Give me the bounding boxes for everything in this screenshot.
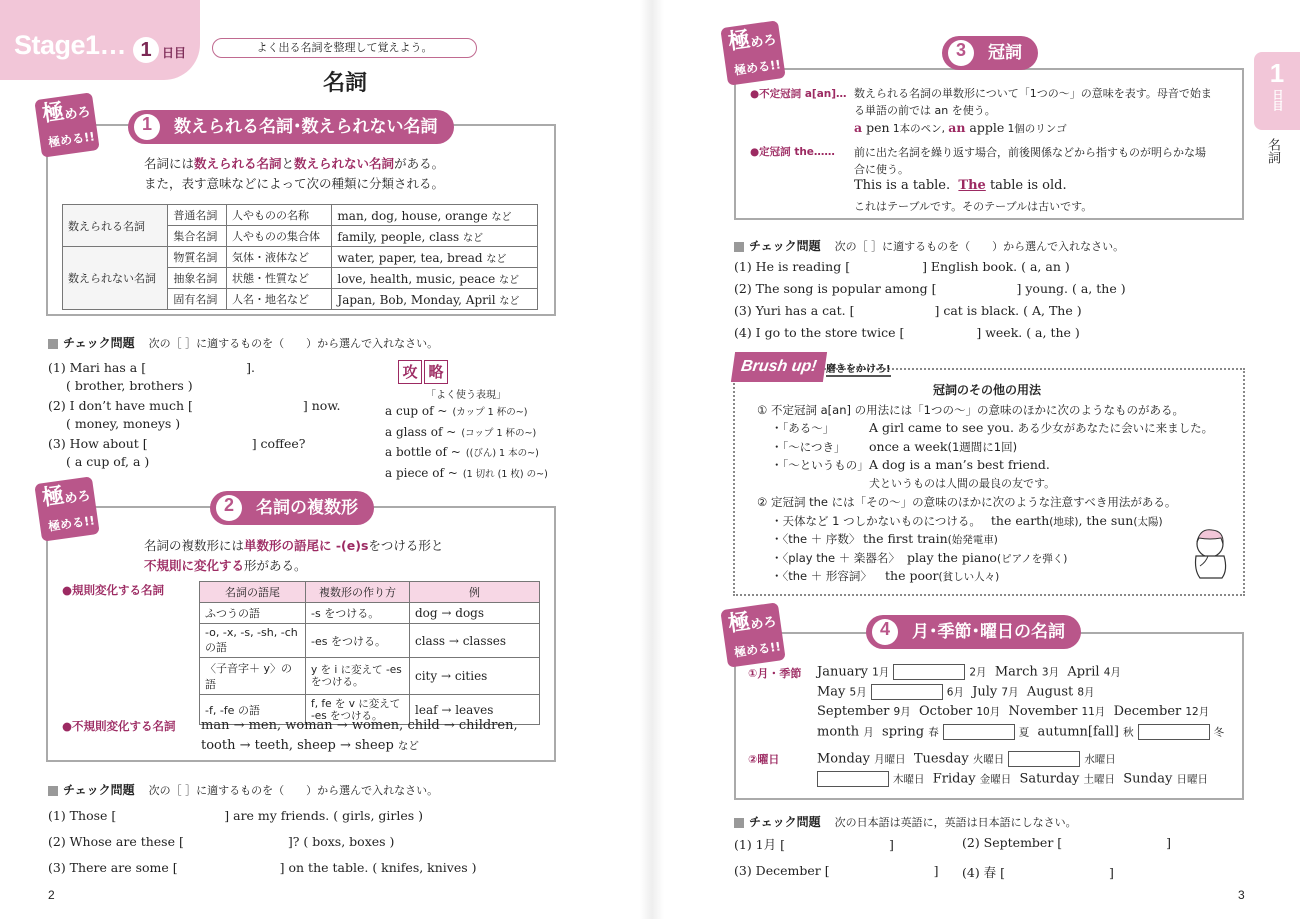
check1-q2	[48, 398, 341, 413]
group-countable: 数えられる名詞	[63, 205, 168, 247]
month-ja: 12月	[1185, 706, 1210, 718]
section4-title	[866, 615, 1081, 649]
usage-label: ・〈the ＋ 序数〉	[771, 532, 861, 546]
question-text: ]	[888, 837, 894, 852]
noun-example	[332, 247, 538, 268]
expression-en: a glass of ~	[385, 424, 457, 439]
table-row	[200, 603, 540, 624]
month-row-3	[817, 704, 1209, 719]
irregular-line: man → men, woman → women, child → children,	[201, 718, 518, 733]
usage-en: once a week	[869, 439, 948, 454]
square-icon	[734, 818, 744, 828]
day-row-1	[817, 751, 1116, 767]
brushup-heading: 冠詞のその他の用法	[933, 383, 1042, 397]
months-label	[748, 665, 801, 681]
ending: -o, -x, -s, -sh, -ch の語	[200, 624, 306, 658]
suffix: など	[463, 232, 483, 244]
day-en: Sunday	[1123, 771, 1173, 787]
answer-box[interactable]	[871, 684, 943, 700]
check4-header	[734, 813, 1077, 830]
question-text: (2) September [	[962, 835, 1063, 850]
noun-type-table	[62, 204, 538, 310]
page-number: 2	[48, 888, 55, 902]
kiwame-text: 極める!!	[47, 129, 96, 150]
day-ja: 火曜日	[972, 753, 1005, 766]
check4-q2	[962, 835, 1171, 850]
check1-q1	[48, 360, 255, 375]
month-row-2	[817, 684, 1095, 700]
usage-ja: (始発電車)	[947, 534, 998, 546]
noun-type: 固有名詞	[168, 289, 227, 310]
question-text: ] coffee?	[251, 436, 306, 451]
noun-meaning: 人やものの名称	[226, 205, 331, 226]
kiwame-badge: 極 めろ 極める!!	[34, 92, 100, 158]
noun-example	[332, 205, 538, 226]
brushup-p2: ② 定冠詞 the には「その～」の意味のほかに次のような注意すべき用法がある。	[757, 495, 1177, 509]
noun-meaning: 気体・液体など	[226, 247, 331, 268]
suffix: など	[499, 295, 520, 307]
usage-ja: ある少女があなたに会いに来ました。	[1013, 421, 1214, 435]
section3-number: 3	[948, 40, 974, 66]
plural-table	[199, 581, 540, 725]
koryaku-char2: 略	[424, 360, 448, 384]
noun-example	[332, 289, 538, 310]
usage-ja: (ピアノを弾く)	[996, 553, 1068, 565]
intro-text: 形がある。	[244, 558, 307, 573]
square-icon	[48, 339, 58, 349]
def-label-text: ●定冠詞 the……	[750, 146, 835, 158]
expression-ja: (コップ 1 杯の~)	[461, 427, 537, 439]
season-en: autumn[fall]	[1037, 724, 1119, 740]
month-ja: 4月	[1103, 666, 1121, 679]
check-instruction: 次の日本語は英語に，英語は日本語にしなさい。	[834, 816, 1077, 829]
month-en: July	[972, 684, 998, 700]
kiwame-text: 極める!!	[47, 513, 96, 534]
expression-en: a bottle of ~	[385, 445, 461, 459]
intro-text: また，表す意味などによって次の種類に分類される。	[144, 176, 445, 191]
indef-label	[750, 86, 847, 101]
suffix: など	[486, 253, 507, 265]
month-en: January	[817, 664, 869, 680]
suffix: など	[499, 274, 520, 286]
list-item	[385, 442, 548, 463]
list-item	[385, 422, 548, 443]
month-en: December	[1113, 704, 1182, 719]
question-text: ]	[1109, 865, 1114, 880]
check-title: チェック問題	[749, 239, 821, 253]
check1-q3-options: ( a cup of, a )	[66, 454, 150, 469]
noun-example	[332, 268, 538, 289]
koryaku-caption: 「よく使う表現」	[426, 390, 506, 401]
question-text: ] week. ( a, the )	[976, 325, 1080, 340]
question-text: (4) I go to the store twice [	[734, 325, 905, 340]
table-row	[63, 205, 538, 226]
def-example-ja: これはテーブルです。そのテーブルは古いです。	[854, 200, 1093, 213]
column-header: 例	[410, 582, 540, 603]
noun-meaning: 状態・性質など	[226, 268, 331, 289]
season-ja: 夏	[1018, 726, 1030, 739]
example-sentence: table is old.	[985, 178, 1067, 193]
kiwame-badge: 極 めろ 極める!!	[720, 602, 786, 668]
column-header: 複数形の作り方	[306, 582, 410, 603]
expression-ja: (カップ 1 杯の~)	[452, 407, 528, 418]
indef-label-text: ●不定冠詞 a[an]…	[750, 88, 847, 100]
brushup-r1	[771, 420, 1213, 436]
section4-title-text: 月･季節･曜日の名詞	[912, 622, 1065, 642]
example-text: family, people, class	[337, 229, 460, 244]
list-item	[385, 401, 548, 422]
check-title: チェック問題	[749, 815, 821, 829]
check2-header	[48, 781, 438, 798]
day-ja: 月曜日	[874, 753, 906, 766]
usage-ja: (太陽)	[1133, 516, 1163, 528]
section2-title	[210, 491, 374, 525]
def-label	[750, 144, 835, 159]
season-en: spring	[882, 724, 925, 740]
noun-type: 集合名詞	[168, 226, 227, 247]
month-ja: 8月	[1077, 686, 1095, 699]
usage-en: the earth	[990, 513, 1050, 528]
side-tab-day: 日目	[1271, 89, 1284, 111]
check4-q3	[734, 863, 938, 878]
brushup-sub: 磨きをかけろ!	[826, 360, 891, 377]
desc-line: る単語の前では an を使う。	[854, 104, 996, 117]
group-uncountable: 数えられない名詞	[63, 247, 168, 310]
irregular-examples	[201, 716, 518, 756]
brushup-s3	[771, 550, 1067, 566]
usage-en: A dog is a man’s best friend.	[869, 457, 1050, 472]
brushup-s1	[771, 513, 1163, 529]
question-text: ].	[246, 360, 255, 375]
check2-q1	[48, 808, 423, 823]
table-row	[63, 247, 538, 268]
brushup-p1: ① 不定冠詞 a[an] の用法には「1つの～」の意味のほかに次のようなものがある。	[757, 403, 1184, 417]
stage-label: Stage1…	[14, 30, 127, 60]
article: a	[854, 120, 863, 135]
day-en: Tuesday	[913, 751, 969, 767]
noun-example	[332, 226, 538, 247]
koryaku-badge	[398, 360, 448, 384]
rule: y を i に変えて -es をつける。	[306, 658, 410, 695]
days-label-text: ②曜日	[748, 753, 780, 766]
check-instruction: 次の［ ］に適するものを（ ）から選んで入れなさい。	[834, 240, 1125, 253]
noun-type: 抽象名詞	[168, 268, 227, 289]
example-ja: 1個のリンゴ	[1004, 123, 1067, 135]
day-ja: 木曜日	[893, 773, 925, 786]
question-text: (3) How about [	[48, 436, 148, 451]
usage-label: ・「～というもの」	[771, 458, 869, 472]
usage-ja: (地球)	[1049, 516, 1079, 528]
indef-desc	[854, 85, 1212, 119]
intro-text: がある。	[394, 156, 445, 171]
month-en: November	[1008, 704, 1078, 719]
question-text: (1) 1月 [	[734, 837, 785, 852]
square-icon	[734, 242, 744, 252]
irregular-line	[201, 736, 518, 756]
month-ja: 6月	[946, 686, 964, 699]
question-text: (2) Whose are these [	[48, 834, 184, 849]
square-icon	[48, 786, 58, 796]
table-row	[200, 624, 540, 658]
intro-emph: 数えられる名詞	[194, 156, 282, 171]
day-label: 日目	[162, 46, 187, 60]
intro-text: と	[281, 156, 295, 171]
month-row-1	[817, 664, 1121, 680]
column-header: 名詞の語尾	[200, 582, 306, 603]
day-en: Monday	[817, 751, 870, 767]
section1-title-text: 数えられる名詞･数えられない名詞	[174, 117, 438, 137]
side-tab-number: 1	[1269, 58, 1285, 88]
example: class → classes	[410, 624, 540, 658]
day-row-2	[813, 771, 1208, 787]
expression-ja: ((びん) 1 本の~)	[465, 448, 539, 459]
check-title: チェック問題	[63, 336, 135, 350]
brushup-s4	[771, 568, 999, 584]
usage-en: A girl came to see you.	[869, 420, 1014, 435]
koryaku-list	[385, 401, 548, 483]
question-text: ]	[933, 863, 939, 878]
check3-q1	[734, 259, 1070, 274]
example: dog → dogs	[410, 603, 540, 624]
ending: 〈子音字＋ y〉の語	[200, 658, 306, 695]
season-ja: 春	[928, 726, 939, 739]
question-text: (1) Those [	[48, 808, 117, 823]
def-desc	[854, 144, 1206, 178]
question-text: (3) Yuri has a cat. [	[734, 303, 855, 318]
article-the: The	[958, 178, 986, 193]
kiwame-text: 極める!!	[733, 57, 782, 78]
def-example	[854, 178, 1067, 193]
check3-q2	[734, 281, 1126, 296]
month-en: October	[919, 704, 973, 719]
ending: ふつうの語	[200, 603, 306, 624]
desc-line: 数えられる名詞の単数形について「1つの～」の意味を表す。母音で始ま	[854, 87, 1212, 100]
usage-en: , the sun	[1078, 513, 1134, 528]
usage-label: ・〈the ＋ 形容詞〉	[771, 569, 872, 583]
expression-ja: (1 切れ (1 枚) の~)	[462, 468, 548, 480]
kiwame-badge: 極 めろ 極める!!	[34, 476, 100, 542]
irregular-text: tooth → teeth, sheep → sheep	[201, 738, 394, 753]
day-ja: 水曜日	[1084, 753, 1116, 766]
month-en: April	[1067, 664, 1100, 680]
usage-label: ・「ある～」	[771, 421, 835, 435]
day-number-badge: 1	[133, 37, 159, 63]
check1-header	[48, 334, 438, 351]
list-item	[385, 463, 548, 484]
answer-box[interactable]	[817, 771, 889, 787]
season-en: month	[817, 724, 860, 740]
question-text: (2) The song is popular among [	[734, 281, 937, 296]
month-ja: 2月	[969, 666, 987, 679]
check-instruction: 次の［ ］に適するものを（ ）から選んで入れなさい。	[148, 784, 439, 797]
example-sentence: This is a table.	[854, 178, 951, 193]
month-ja: 1月	[872, 666, 890, 679]
section2-intro	[144, 536, 443, 576]
example: leaf → leaves	[410, 695, 540, 725]
suffix: など	[491, 211, 512, 223]
question-text: ] now.	[302, 398, 341, 413]
usage-label: ・天体など 1 つしかないものにつける。	[771, 514, 981, 528]
section3-title-text: 冠詞	[988, 43, 1022, 63]
check1-q3	[48, 436, 305, 451]
day-ja: 土曜日	[1083, 773, 1116, 786]
season-ja: 月	[863, 726, 874, 739]
noun-meaning: 人やものの集合体	[226, 226, 331, 247]
check1-q2-options: ( money, moneys )	[66, 416, 181, 431]
regular-label-text: ●規則変化する名詞	[62, 583, 165, 597]
usage-en: play the piano	[907, 550, 997, 565]
irregular-label-text: ●不規則変化する名詞	[62, 719, 176, 733]
example-word: apple	[965, 120, 1005, 135]
usage-ja: (1週間に1回)	[947, 440, 1018, 454]
usage-label: ・「～につき」	[771, 440, 846, 454]
question-text: (3) December [	[734, 863, 830, 878]
irregular-label	[62, 718, 176, 734]
rule: -s をつける。	[306, 603, 410, 624]
section3-title	[942, 36, 1038, 70]
kiwame-badge: 極 めろ 極める!!	[720, 20, 786, 86]
brushup-tag: Brush up!	[731, 352, 827, 382]
noun-type: 物質名詞	[168, 247, 227, 268]
question-text: (1) Mari has a [	[48, 360, 147, 375]
question-text: ] on the table. ( knifes, knives )	[279, 860, 477, 875]
month-en: September	[817, 704, 890, 719]
season-ja: 冬	[1213, 726, 1225, 739]
answer-box[interactable]	[1138, 724, 1210, 740]
intro-text: 名詞の複数形には	[144, 538, 245, 553]
intro-emph: 不規則に変化する	[144, 558, 245, 573]
rule: -es をつける。	[306, 624, 410, 658]
check3-q4	[734, 325, 1080, 340]
noun-type: 普通名詞	[168, 205, 227, 226]
question-text: ]	[1166, 835, 1172, 850]
usage-label: ・〈play the ＋ 楽器名〉	[771, 551, 900, 565]
month-en: August	[1026, 684, 1074, 700]
check4-q4	[962, 863, 1114, 881]
month-ja: 3月	[1041, 666, 1060, 679]
section2-title-text: 名詞の複数形	[256, 498, 358, 518]
brushup-r2	[771, 439, 1017, 455]
month-ja: 5月	[849, 686, 867, 699]
month-en: March	[994, 664, 1038, 680]
koryaku-char1: 攻	[398, 360, 422, 384]
rule: f, fe を v に変えて -es をつける。	[306, 695, 410, 725]
month-ja: 11月	[1081, 706, 1106, 718]
expression-en: a cup of ~	[385, 404, 448, 418]
regular-label	[62, 582, 164, 598]
page-title: 名詞	[322, 71, 367, 96]
check3-q3	[734, 303, 1082, 318]
usage-ja: (貧しい人々)	[938, 571, 1000, 583]
example-text: Japan, Bob, Monday, April	[337, 292, 496, 307]
check3-header	[734, 237, 1124, 254]
intro-emph: 単数形の語尾に -(e)s	[244, 538, 369, 553]
example-word: pen	[862, 120, 890, 135]
month-ja: 10月	[976, 706, 1001, 718]
check4-q1	[734, 835, 894, 853]
intro-text: 名詞には	[144, 156, 195, 171]
page-number: 3	[1238, 888, 1245, 902]
intro-text: をつける形と	[368, 538, 444, 553]
stage-header	[0, 0, 200, 80]
day-ja: 金曜日	[979, 773, 1012, 786]
check-title: チェック問題	[63, 783, 135, 797]
section1-intro	[144, 154, 444, 194]
section1-number: 1	[134, 114, 160, 140]
month-ja: 7月	[1001, 686, 1019, 699]
check1-q1-options: ( brother, brothers )	[66, 378, 193, 393]
question-text: ]? ( boxs, boxes )	[287, 834, 395, 849]
section2-number: 2	[216, 495, 242, 521]
article: an	[948, 120, 966, 135]
question-text: (2) I don’t have much [	[48, 398, 193, 413]
day-ja: 日曜日	[1176, 773, 1208, 786]
usage-en: the first train	[863, 531, 948, 546]
day-en: Saturday	[1019, 771, 1080, 787]
question-text: (4) 春 [	[962, 865, 1006, 880]
question-text: ] English book. ( a, an )	[922, 259, 1070, 274]
suffix: など	[397, 740, 419, 752]
side-tab	[1254, 52, 1300, 130]
question-text: (1) He is reading [	[734, 259, 851, 274]
side-tab-topic: 名詞	[1265, 138, 1280, 164]
month-ja: 9月	[893, 706, 911, 718]
table-header-row	[200, 582, 540, 603]
desc-line: 前に出た名詞を繰り返す場合，前後関係などから指すものが明らかな場	[854, 146, 1206, 159]
check2-q3	[48, 860, 477, 875]
intro-emph: 数えられない名詞	[294, 156, 395, 171]
indef-example	[854, 120, 1067, 136]
example-text: water, paper, tea, bread	[337, 250, 483, 265]
day-en: Friday	[932, 771, 976, 787]
question-text: ] young. ( a, the )	[1016, 281, 1126, 296]
girl-thinking-illustration	[1186, 526, 1236, 588]
check-instruction: 次の［ ］に適するものを（ ）から選んで入れなさい。	[148, 337, 439, 350]
question-text: (3) There are some [	[48, 860, 178, 875]
brushup-s2	[771, 531, 998, 547]
months-label-text: ①月・季節	[748, 667, 802, 680]
brushup-r3-ja: 犬というものは人間の最良の友です。	[869, 477, 1056, 490]
section1-title	[128, 110, 454, 144]
expression-en: a piece of ~	[385, 465, 458, 480]
brushup-r3	[771, 457, 1050, 473]
season-ja: 秋	[1123, 726, 1134, 739]
example-ja: 1本のペン,	[889, 123, 949, 135]
section4-number: 4	[872, 619, 898, 645]
noun-meaning: 人名・地名など	[226, 289, 331, 310]
answer-box[interactable]	[1008, 751, 1080, 767]
table-row	[200, 658, 540, 695]
example-text: man, dog, house, orange	[337, 208, 488, 223]
page-subtitle: よく出る名詞を整理して覚えよう。	[212, 38, 477, 58]
month-en: May	[817, 684, 846, 700]
usage-en: the poor	[885, 568, 939, 583]
desc-line: 合に使う。	[854, 163, 909, 176]
check2-q2	[48, 834, 394, 849]
answer-box[interactable]	[943, 724, 1015, 740]
example-text: love, health, music, peace	[337, 271, 496, 286]
month-row-4	[817, 724, 1224, 740]
days-label	[748, 751, 779, 767]
ending: -f, -fe の語	[200, 695, 306, 725]
question-text: ] are my friends. ( girls, girles )	[224, 808, 424, 823]
kiwame-text: 極める!!	[733, 639, 782, 660]
answer-box[interactable]	[893, 664, 965, 680]
question-text: ] cat is black. ( A, The )	[934, 303, 1082, 318]
example: city → cities	[410, 658, 540, 695]
